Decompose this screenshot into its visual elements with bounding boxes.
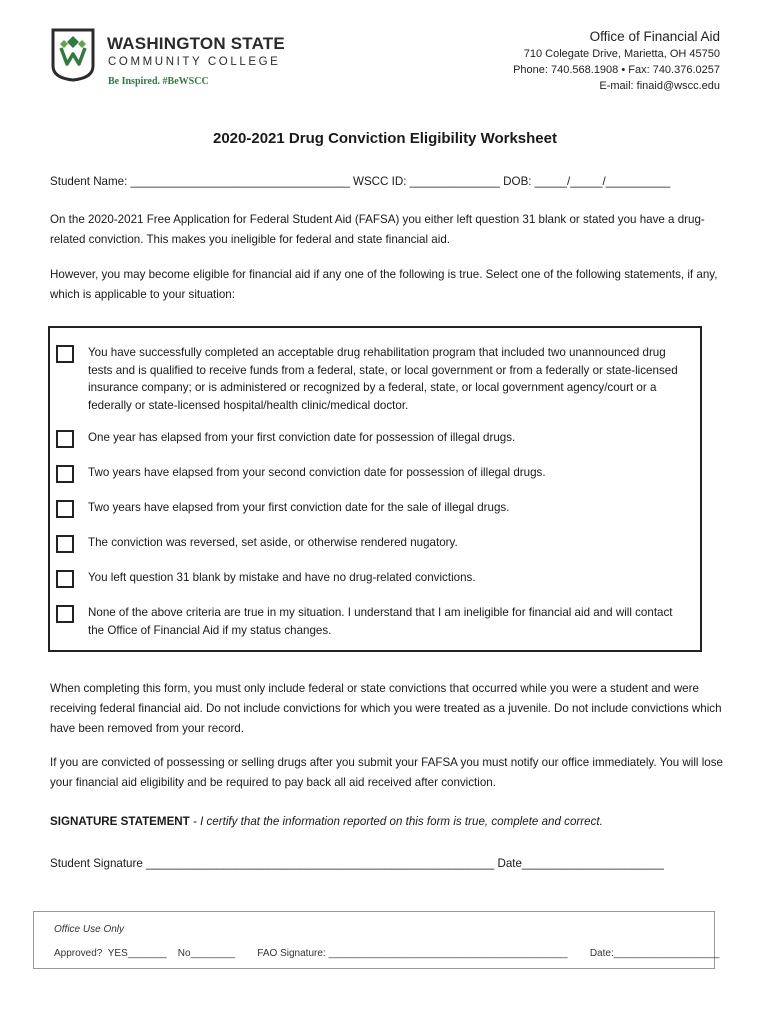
logo-name-line1: WASHINGTON STATE <box>107 34 285 53</box>
options-box <box>48 326 702 652</box>
option-text: The conviction was reversed, set aside, or otherwise rendered nugatory. <box>88 536 458 549</box>
option-checkbox[interactable] <box>56 500 74 518</box>
signature-statement-label: SIGNATURE STATEMENT <box>50 815 190 828</box>
page-title: 2020-2021 Drug Conviction Eligibility Worksheet <box>213 130 557 147</box>
notify-paragraph: If you are convicted of possessing or selling drugs after you submit your FAFSA you must notify our office immediately. You will lose your financial aid eligibility and be required to pay back all aid received after conviction. <box>50 756 723 789</box>
logo-tagline: Be Inspired. #BeWSCC <box>108 76 209 87</box>
signature-statement <box>50 815 603 828</box>
option-checkbox[interactable] <box>56 605 74 623</box>
office-phone-fax: Phone: 740.568.1908 • Fax: 740.376.0257 <box>513 64 720 76</box>
option-checkbox[interactable] <box>56 345 74 363</box>
wscc-logo-icon <box>50 26 96 82</box>
office-email: E-mail: finaid@wscc.edu <box>599 80 720 92</box>
option-checkbox[interactable] <box>56 570 74 588</box>
office-use-box <box>33 911 720 969</box>
logo-name-line2: COMMUNITY COLLEGE <box>108 56 281 68</box>
intro-paragraph-1: On the 2020-2021 Free Application for Federal Student Aid (FAFSA) you either left question 31 blank or stated you have a drug-related conviction. This makes you ineligible for federal and state financial aid. <box>50 213 705 246</box>
option-text: Two years have elapsed from your second conviction date for possession of illegal drugs. <box>88 466 546 479</box>
option-text: You have successfully completed an acceptable drug rehabilitation program that included two unannounced drug tests and is qualified to receive funds from a federal, state, or local government or from a federally or state-licensed insurance company; or is administered or recognized by a federal, state, or local government agency/court or a federally or state-licensed hospital/health clinic/medical doctor. <box>88 346 678 412</box>
intro-paragraph-2: However, you may become eligible for financial aid if any one of the following is true. Select one of the following statements, if any, which is applicable to your situation: <box>50 268 718 301</box>
office-use-title: Office Use Only <box>54 924 125 935</box>
student-fields-line[interactable]: Student Name: __________________________________ WSCC ID: ______________ DOB: _____/_____/__________ <box>50 175 671 188</box>
student-signature-line[interactable]: Student Signature ______________________________________________________ Date______________________ <box>50 857 664 870</box>
option-checkbox[interactable] <box>56 535 74 553</box>
option-text: None of the above criteria are true in my situation. I understand that I am ineligible for financial aid and will contact the Office of Financial Aid if my status changes. <box>88 606 673 637</box>
option-text: One year has elapsed from your first conviction date for possession of illegal drugs. <box>88 431 516 444</box>
college-logo <box>50 26 290 96</box>
option-text: Two years have elapsed from your first conviction date for the sale of illegal drugs. <box>88 501 510 514</box>
signature-statement-text: - I certify that the information reported on this form is true, complete and correct. <box>189 815 603 828</box>
option-text: You left question 31 blank by mistake and have no drug-related convictions. <box>88 571 476 584</box>
office-address: 710 Colegate Drive, Marietta, OH 45750 <box>523 48 720 60</box>
office-title: Office of Financial Aid <box>589 29 720 44</box>
option-checkbox[interactable] <box>56 430 74 448</box>
office-contact <box>513 28 720 94</box>
option-checkbox[interactable] <box>56 465 74 483</box>
office-use-fields[interactable]: Approved? YES_______ No________ FAO Signature: ___________________________________________ Date:___________________ <box>54 948 720 959</box>
conviction-rules-paragraph: When completing this form, you must only include federal or state convictions that occurred while you were a student and were receiving federal financial aid. Do not include convictions for which you were treated as a juvenile. Do not include convictions which have been removed from your record. <box>50 682 722 735</box>
